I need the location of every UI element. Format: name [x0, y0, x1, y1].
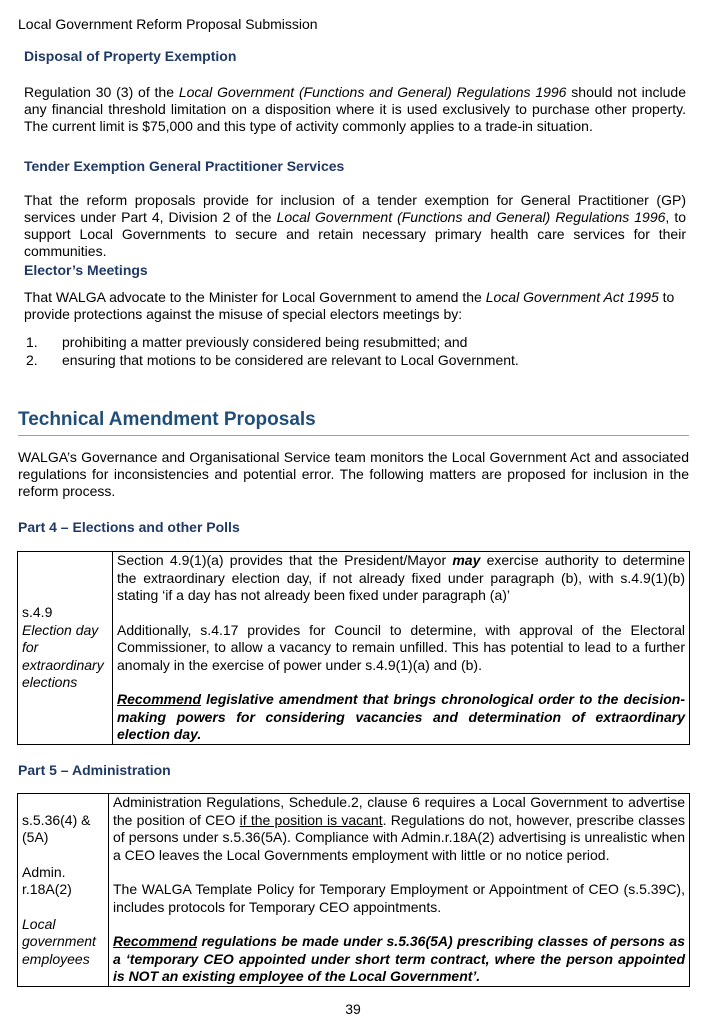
electors-section	[24, 262, 686, 278]
part5-para1-underlined: if the position is vacant	[239, 811, 383, 828]
disposal-text-a: Regulation 30 (3) of the	[24, 84, 179, 100]
part4-rec-text: legislative amendment that brings chronological order to the decision-making powers for considering vacancies and determination of extraordinary election day.	[117, 691, 685, 742]
tender-section	[24, 158, 686, 174]
electors-heading: Elector’s Meetings	[24, 262, 148, 278]
part4-right-cell	[113, 552, 690, 745]
running-header: Local Government Reform Proposal Submission	[18, 16, 318, 32]
part5-ref2: Admin. r.18A(2)	[22, 863, 72, 898]
part4-para1-b: exercise authority to determine the extraordinary election day, if not already fixed under paragraph (b), with s.4.9(1)(b) stating ‘if a day has not already been fixed under paragraph (a)’	[117, 552, 685, 603]
table-row	[18, 552, 690, 745]
part5-section	[18, 762, 689, 778]
tender-heading: Tender Exemption General Practitioner Services	[24, 158, 345, 174]
electors-text-italic: Local Government Act 1995	[485, 289, 659, 305]
list-item	[26, 351, 519, 369]
part4-ref-desc: Election day for extraordinary elections	[22, 621, 104, 691]
electors-text-a: That WALGA advocate to the Minister for Local Government to amend the	[24, 289, 486, 305]
part5-heading: Part 5 – Administration	[18, 762, 171, 778]
electors-text-b: to provide protections against the misuse of special electors meetings by:	[24, 289, 675, 322]
tender-text-a: That the reform proposals provide for inclusion of a tender exemption for General Practitioner (GP) services under Part 4, Division 2 of the	[24, 192, 686, 225]
table-row	[18, 794, 690, 987]
list-text: ensuring that motions to be considered are relevant to Local Government.	[62, 352, 519, 368]
tender-paragraph	[24, 192, 686, 260]
disposal-text-italic: Local Government (Functions and General) Regulations 1996	[178, 84, 567, 100]
page-number: 39	[345, 1001, 361, 1017]
technical-intro-text: WALGA’s Governance and Organisational Service team monitors the Local Government Act and associated regulations for inconsistencies and potential error. The following matters are proposed for inclusion in the reform process.	[18, 449, 689, 499]
electors-list	[26, 333, 519, 369]
part4-para2: Additionally, s.4.17 provides for Council to determine, with approval of the Electoral Commissioner, to allow a vacancy to remain unfilled. This has potential to lead to a further anomaly in the exercise of power under s.4.9(1)(a) and (b).	[117, 621, 685, 673]
part5-para1-b: . Regulations do not, however, prescribe classes of persons under s.5.36(5A). Compliance with Admin.r.18A(2) advertising is unrealistic when a CEO leaves the Local Governments employment with little or no notice period.	[113, 811, 685, 863]
part4-rec-label: Recommend	[117, 691, 202, 707]
disposal-text-b: should not include any financial threshold limitation on a disposition where it is used exclusively to purchase other property. The current limit is $75,000 and this type of activity commonly applies to a trade-in situation.	[24, 84, 686, 134]
part5-right-cell	[109, 794, 690, 987]
technical-title: Technical Amendment Proposals	[18, 409, 689, 436]
part4-para1-a: Section 4.9(1)(a) provides that the President/Mayor	[117, 552, 453, 568]
disposal-section	[24, 48, 686, 64]
part4-para1-em: may	[452, 552, 481, 568]
electors-paragraph	[24, 289, 686, 323]
list-number: 2.	[26, 352, 38, 368]
part5-para1-a: Administration Regulations, Schedule.2, clause 6 requires a Local Government to advertise the position of CEO	[113, 794, 685, 828]
part4-left-cell	[18, 552, 113, 745]
tender-text-b: , to support Local Governments to secure and retain necessary primary health care services for their communities.	[24, 209, 687, 259]
list-number: 1.	[26, 334, 38, 350]
part5-left-cell	[18, 794, 109, 987]
disposal-paragraph	[24, 84, 686, 135]
list-item	[26, 333, 519, 351]
part4-ref: s.4.9	[22, 604, 53, 621]
part5-table	[17, 793, 690, 987]
part5-rec-label: Recommend	[113, 933, 198, 949]
tender-text-italic: Local Government (Functions and General) Regulations 1996	[276, 209, 666, 225]
part5-rec-text: regulations be made under s.5.36(5A) prescribing classes of persons as a ‘temporary CEO appointed under short term contract, where the person appointed is NOT an existing employee of the Local Government’.	[113, 933, 685, 984]
part4-heading: Part 4 – Elections and other Polls	[18, 519, 240, 535]
part5-ref-desc: Local government employees	[22, 915, 96, 967]
technical-intro	[18, 449, 689, 500]
disposal-heading: Disposal of Property Exemption	[24, 48, 237, 64]
part4-table	[17, 551, 690, 745]
part5-ref1: s.5.36(4) & (5A)	[22, 811, 91, 846]
part4-section	[18, 519, 689, 535]
list-text: prohibiting a matter previously considered being resubmitted; and	[62, 334, 468, 350]
part5-para2: The WALGA Template Policy for Temporary Employment or Appointment of CEO (s.5.39C), includes protocols for Temporary CEO appointments.	[113, 881, 685, 915]
